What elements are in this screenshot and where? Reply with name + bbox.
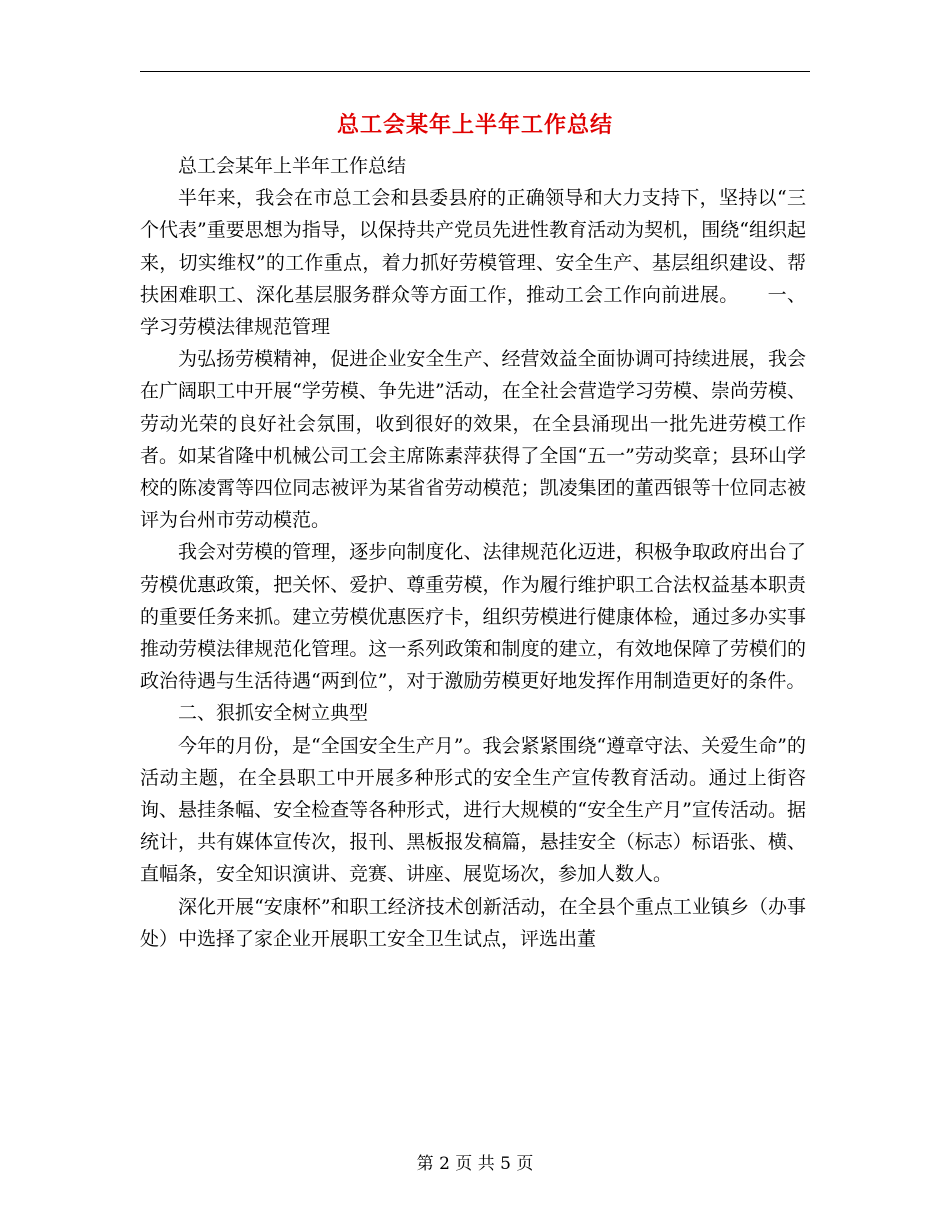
paragraph-subtitle: 总工会某年上半年工作总结 xyxy=(178,155,407,177)
paragraph-labor-model-management: 我会对劳模的管理，逐步向制度化、法律规范化迈进，积极争取政府出台了劳模优惠政策，把关怀、爱护、尊重劳模，作为履行维护职工合法权益基本职责的重要任务来抓。建立劳模优惠医疗卡，组织劳模进行健康体检，通过多办实事推动劳模法律规范化管理。这一系列政策和制度的建立，有效地保障了劳模们的政治待遇与生活待遇“两到位”，对于激励劳模更好地发挥作用制造更好的条件。 xyxy=(140,541,806,693)
paragraph-intro: 半年来，我会在市总工会和县委县府的正确领导和大力支持下，坚持以“三个代表”重要思想为指导，以保持共产党员先进性教育活动为契机，围绕“组织起来，切实维权”的工作重点，着力抓好劳模管理、安全生产、基层组织建设、帮扶困难职工、深化基层服务群众等方面工作，推动工会工作向前进展。 一、学习劳模法律规范管理 xyxy=(140,187,806,339)
document-title: 总工会某年上半年工作总结 xyxy=(336,112,613,138)
paragraph-safety-month: 今年的月份，是“全国安全生产月”。我会紧紧围绕“遵章守法、关爱生命”的活动主题，在全县职工中开展多种形式的安全生产宣传教育活动。通过上街咨询、悬挂条幅、安全检查等各种形式，进行大规模的“安全生产月”宣传活动。据统计，共有媒体宣传次，报刊、黑板报发稿篇，悬挂安全（标志）标语张、横、直幅条，安全知识演讲、竞赛、讲座、展览场次，参加人数人。 xyxy=(140,734,806,886)
header-rule xyxy=(140,71,810,72)
page-number: 第 2 页 共 5 页 xyxy=(416,1154,534,1174)
section-heading-safety: 二、狠抓安全树立典型 xyxy=(178,702,369,725)
paragraph-ankang-cup: 深化开展“安康杯”和职工经济技术创新活动，在全县个重点工业镇乡（办事处）中选择了家企业开展职工安全卫生试点，评选出董 xyxy=(140,895,806,950)
paragraph-labor-model-spirit: 为弘扬劳模精神，促进企业安全生产、经营效益全面协调可持续进展，我会在广阔职工中开展“学劳模、争先进”活动，在全社会营造学习劳模、崇尚劳模、劳动光荣的良好社会氛围，收到很好的效果，在全县涌现出一批先进劳模工作者。如某省隆中机械公司工会主席陈素萍获得了全国“五一”劳动奖章；县环山学校的陈凌霄等四位同志被评为某省省劳动模范；凯凌集团的董西银等十位同志被评为台州市劳动模范。 xyxy=(140,348,806,532)
document-body xyxy=(140,150,806,955)
